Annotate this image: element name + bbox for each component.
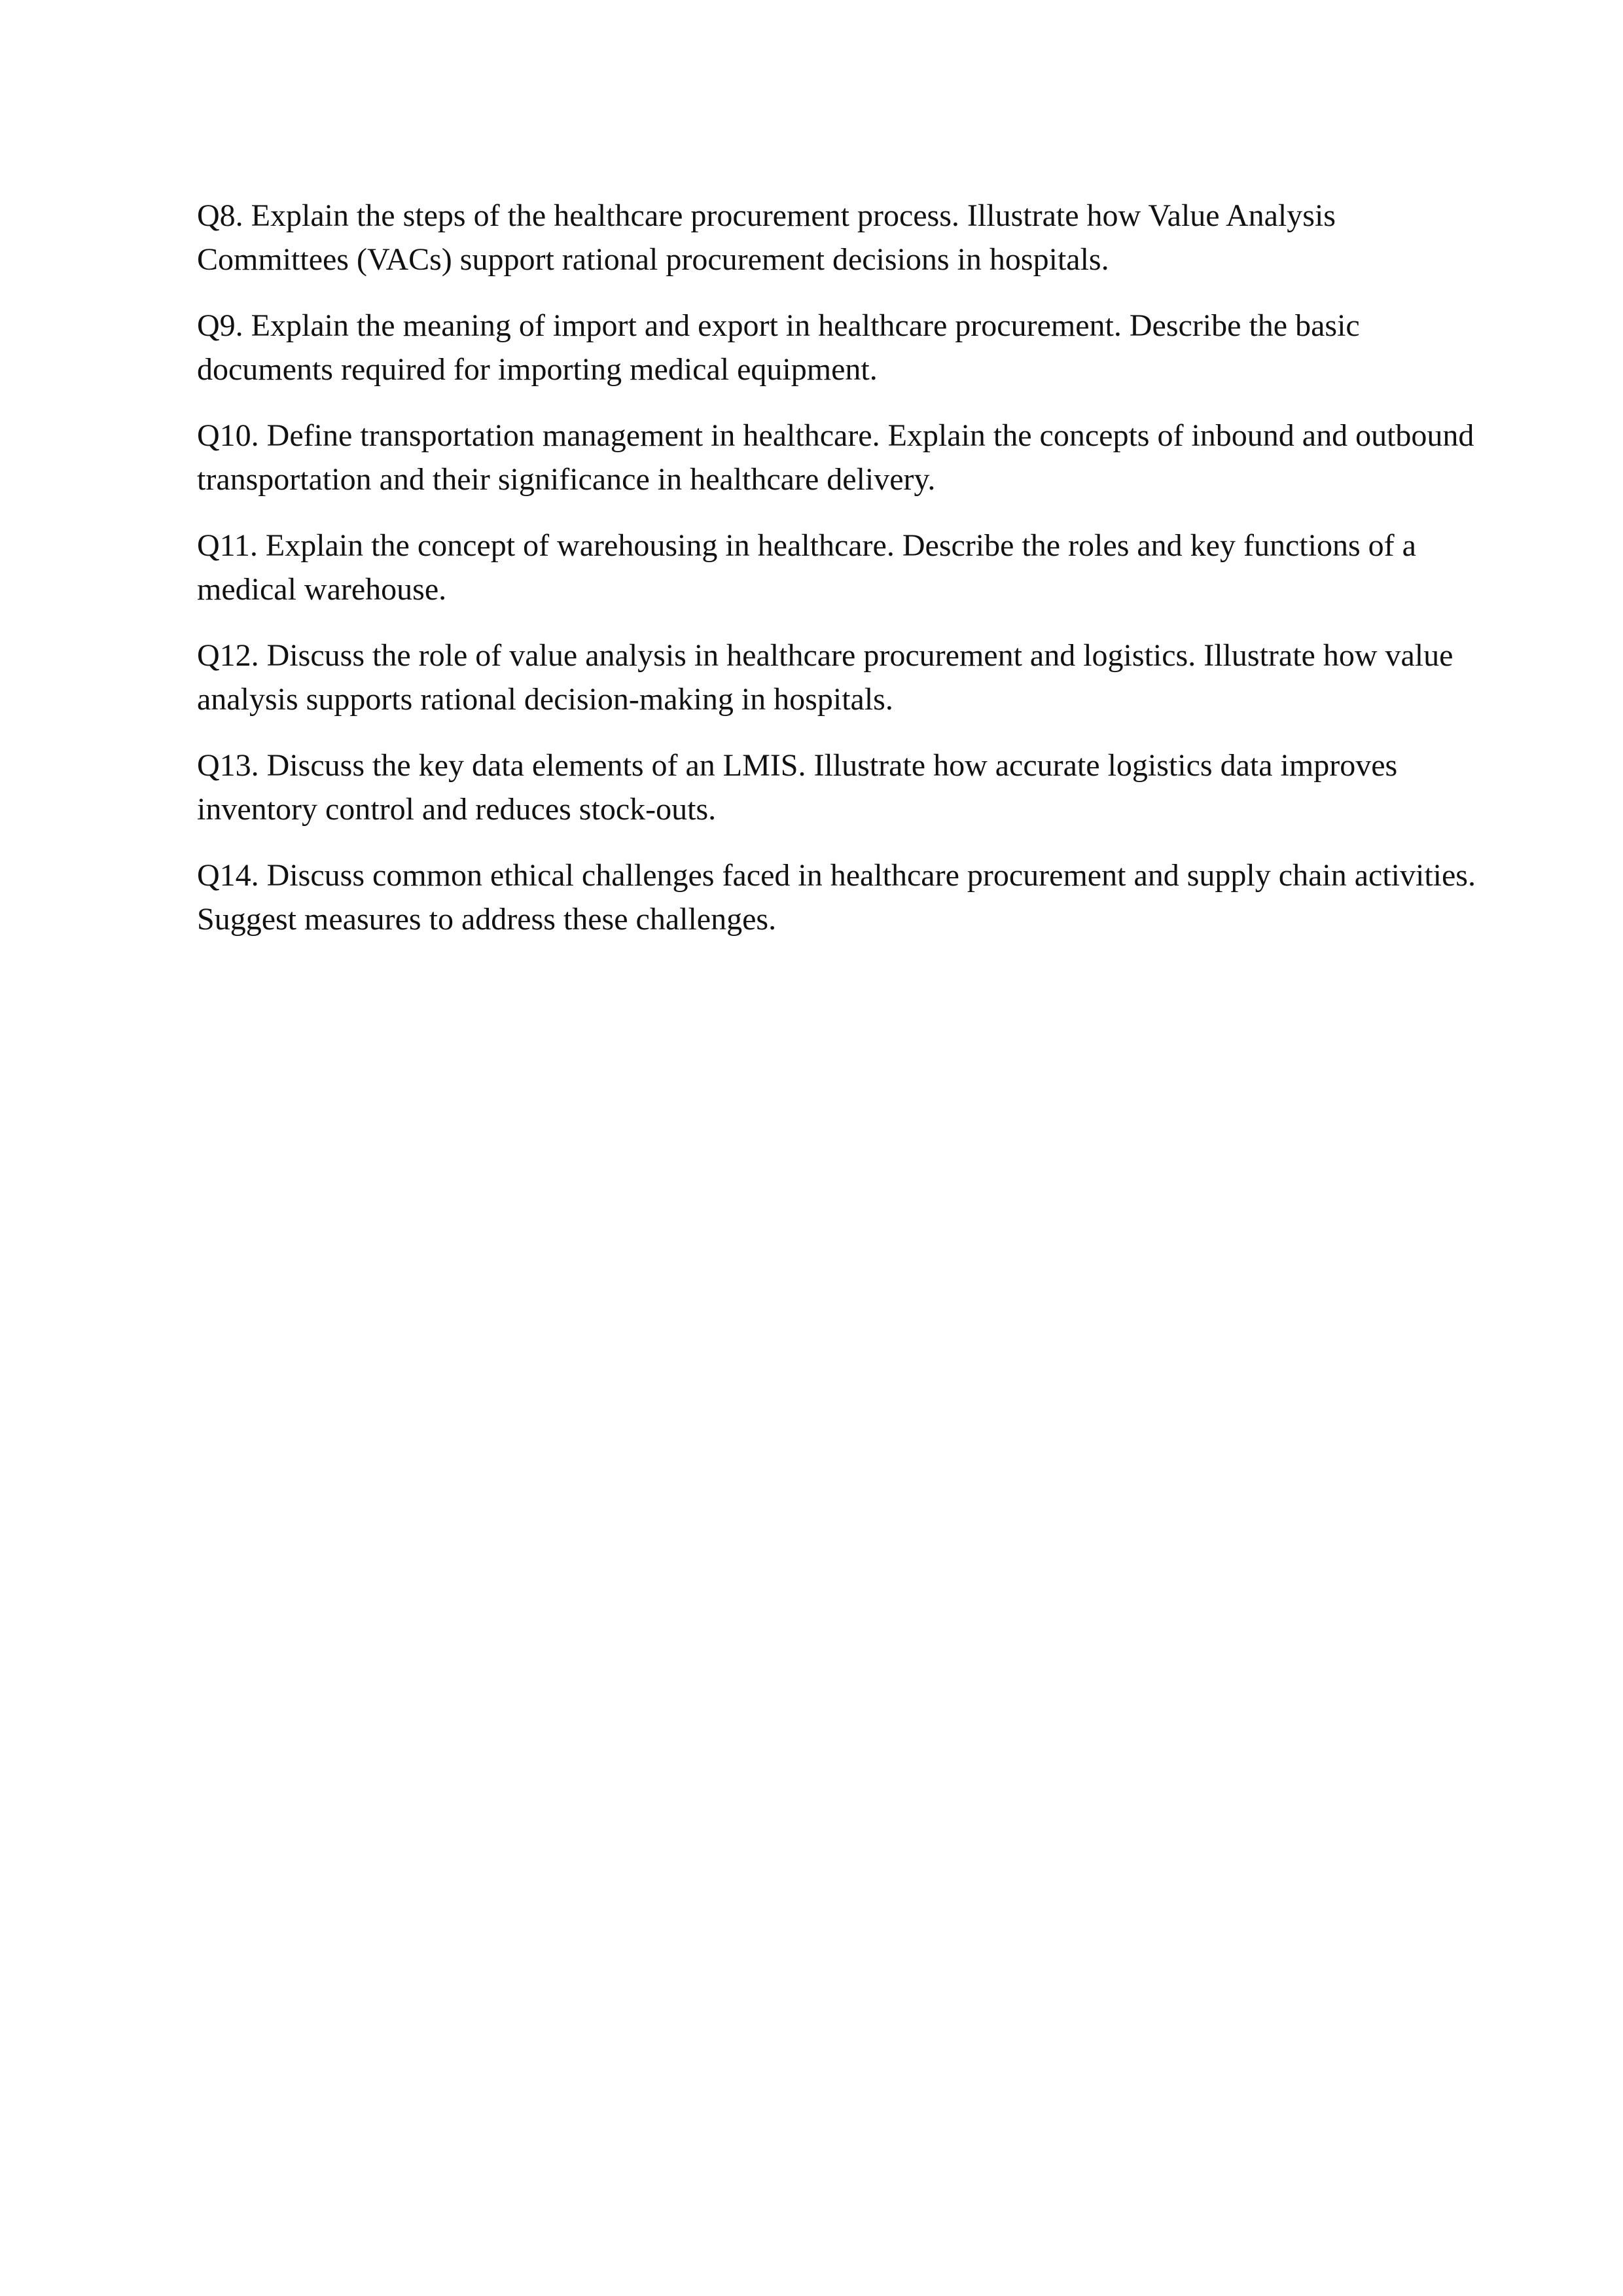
question-list <box>197 194 1480 963</box>
question-q12: Q12. Discuss the role of value analysis in healthcare procurement and logistics. Illustrate how value analysis supports rational decision-making in hospitals. <box>197 638 1454 717</box>
question-q10: Q10. Define transportation management in healthcare. Explain the concepts of inbound and outbound transportation and their significance in healthcare delivery. <box>197 418 1474 497</box>
question-q8: Q8. Explain the steps of the healthcare procurement process. Illustrate how Value Analysis Committees (VACs) support rational procurement decisions in hospitals. <box>197 198 1336 277</box>
question-q11: Q11. Explain the concept of warehousing in healthcare. Describe the roles and key functions of a medical warehouse. <box>197 528 1416 607</box>
question-q9: Q9. Explain the meaning of import and export in healthcare procurement. Describe the basic documents required for importing medical equipment. <box>197 308 1360 387</box>
question-q14: Q14. Discuss common ethical challenges faced in healthcare procurement and supply chain activities. Suggest measures to address these challenges. <box>197 858 1476 937</box>
question-q13: Q13. Discuss the key data elements of an LMIS. Illustrate how accurate logistics data improves inventory control and reduces stock-outs. <box>197 748 1398 827</box>
